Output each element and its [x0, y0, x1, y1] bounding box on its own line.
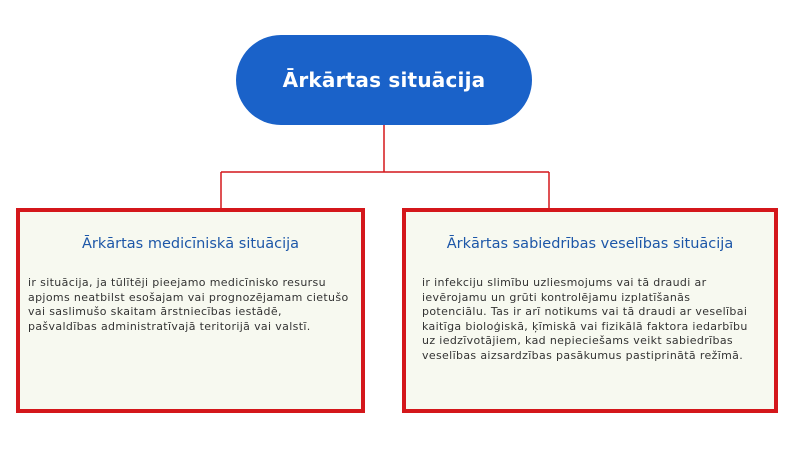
root-node [236, 35, 532, 125]
root-title: Ārkārtas situācija [282, 68, 486, 92]
card-description: ir infekciju slimību uzliesmojums vai tā draudi ar ievērojamu un grūti kontrolējamu izplatīšanās potenciālu. Tas ir arī notikums vai tā draudi ar veselībai kaitīga bioloģiskā, ķīmiskā vai fizikālā faktora iedarbību uz iedzīvotājiem, kad nepieciešams veikt sabiedrības veselības aizsardzības pasākumus pastiprinātā režīmā. [422, 276, 748, 362]
card-public-health-emergency [402, 208, 778, 413]
card-medical-emergency [16, 208, 365, 413]
card-description: ir situācija, ja tūlītēji pieejamo medicīnisko resursu apjoms neatbilst esošajam vai prognozējamam cietušo vai saslimušo skaitam ārstniecības iestādē, pašvaldības administratīvajā teritorijā vai valstī. [28, 276, 349, 333]
card-title: Ārkārtas medicīniskā situācija [81, 236, 300, 252]
card-title: Ārkārtas sabiedrības veselības situācija [446, 236, 734, 252]
